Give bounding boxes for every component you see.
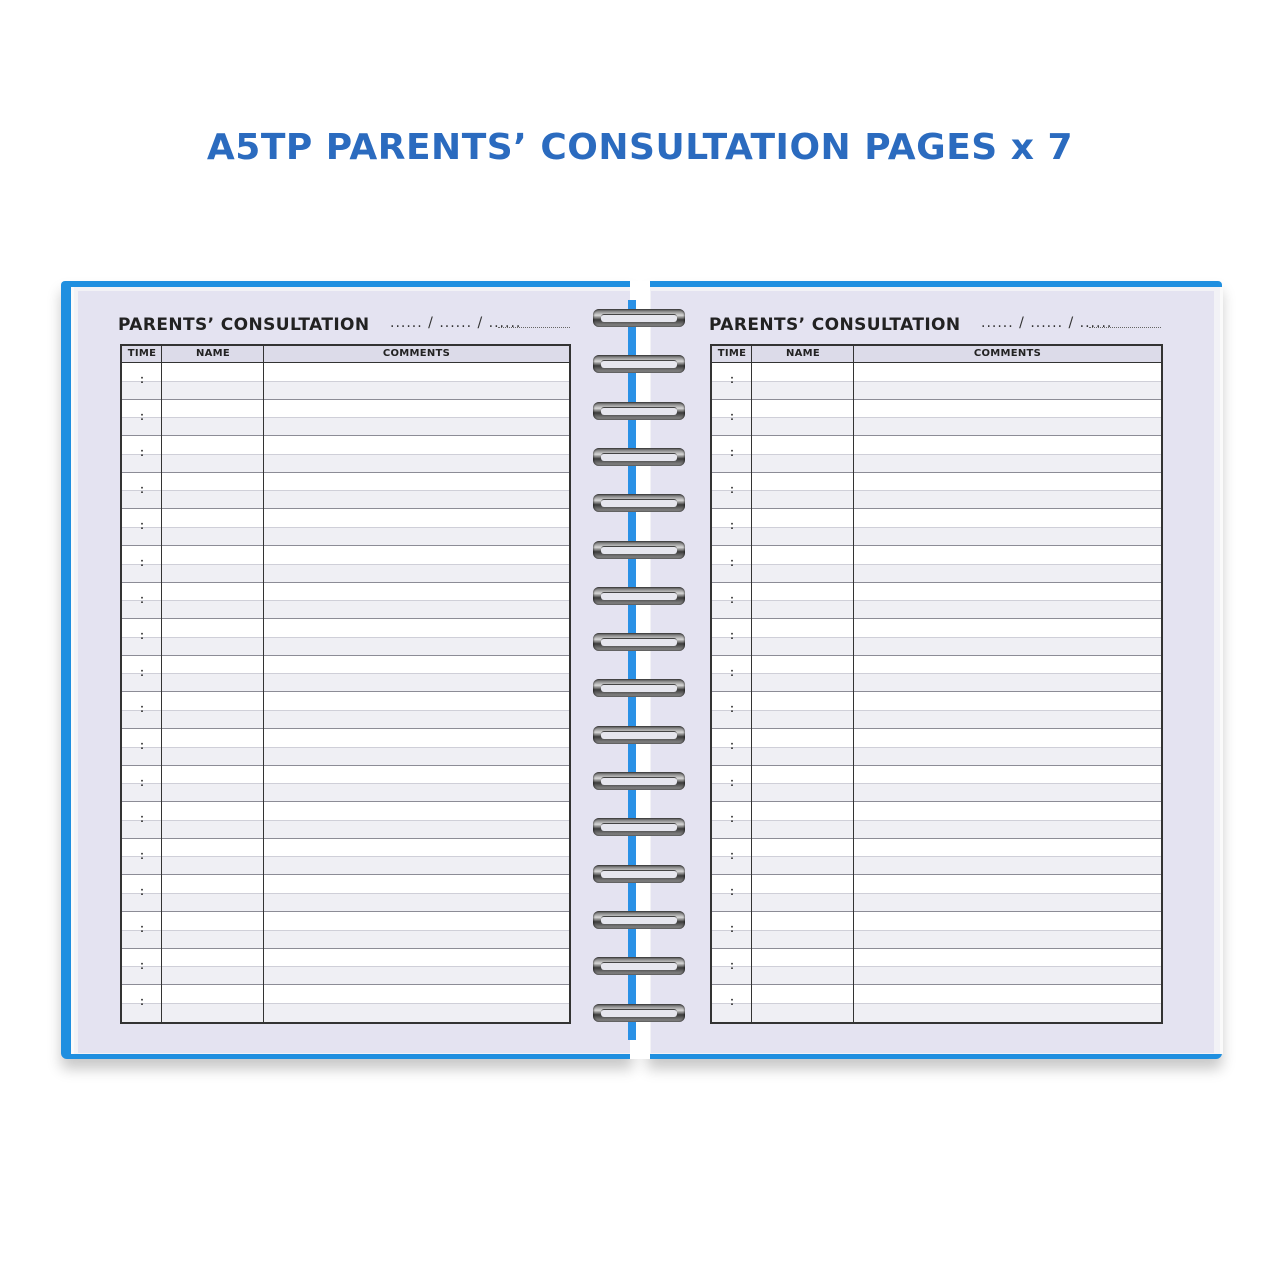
ring-opening <box>601 777 677 785</box>
time-colon: : <box>140 408 144 423</box>
time-colon: : <box>140 811 144 826</box>
time-colon: : <box>730 408 734 423</box>
spiral-ring <box>593 307 687 331</box>
right-page <box>651 291 1214 1053</box>
time-colon: : <box>730 957 734 972</box>
time-colon: : <box>140 445 144 460</box>
table-row <box>122 619 569 656</box>
time-colon: : <box>140 884 144 899</box>
time-colon: : <box>730 847 734 862</box>
time-colon: : <box>140 628 144 643</box>
time-colon: : <box>730 555 734 569</box>
time-colon: : <box>730 774 734 789</box>
table-row <box>712 766 1161 803</box>
dotted-line <box>1089 327 1161 328</box>
row-guide-line <box>712 856 1161 875</box>
row-guide-line <box>712 747 1161 766</box>
row-guide-line <box>122 1003 569 1022</box>
ring-opening <box>601 546 677 554</box>
time-colon: : <box>730 811 734 826</box>
table-row <box>712 729 1161 766</box>
row-guide-line <box>122 747 569 766</box>
ring-opening <box>601 1009 677 1017</box>
consultation-table <box>120 344 571 1024</box>
spiral-ring <box>593 631 687 655</box>
ring-opening <box>601 499 677 507</box>
row-guide-line <box>712 930 1161 949</box>
row-guide-line <box>712 893 1161 912</box>
page-title: PARENTS’ CONSULTATION <box>118 315 370 335</box>
row-guide-line <box>122 490 569 509</box>
row-guide-line <box>122 930 569 949</box>
row-guide-line <box>122 564 569 583</box>
row-guide-line <box>712 454 1161 473</box>
row-guide-line <box>122 454 569 473</box>
date-field: ...... / ...... / ...... <box>390 315 522 331</box>
row-guide-line <box>122 783 569 802</box>
ring-opening <box>601 962 677 970</box>
table-row <box>712 619 1161 656</box>
row-guide-line <box>122 600 569 619</box>
row-guide-line <box>122 710 569 729</box>
table-row <box>122 912 569 949</box>
spiral-ring <box>593 770 687 794</box>
time-colon: : <box>140 738 144 752</box>
column-header-comments: COMMENTS <box>973 348 1042 359</box>
time-colon: : <box>730 701 734 716</box>
row-guide-line <box>712 490 1161 509</box>
time-colon: : <box>730 445 734 460</box>
table-row <box>712 656 1161 693</box>
column-divider <box>853 346 854 1022</box>
row-guide-line <box>122 417 569 436</box>
time-colon: : <box>140 774 144 789</box>
row-guide-line <box>122 966 569 985</box>
spiral-ring <box>593 816 687 840</box>
time-colon: : <box>140 555 144 569</box>
time-colon: : <box>140 847 144 862</box>
column-header-name: NAME <box>785 348 821 359</box>
time-colon: : <box>730 628 734 643</box>
table-row <box>122 802 569 839</box>
consultation-table <box>710 344 1163 1024</box>
table-row <box>712 839 1161 876</box>
spiral-ring <box>593 400 687 424</box>
spiral-ring <box>593 1002 687 1026</box>
table-row <box>122 985 569 1022</box>
column-divider <box>751 346 752 1022</box>
page-title: PARENTS’ CONSULTATION <box>709 315 961 335</box>
table-row <box>122 839 569 876</box>
row-guide-line <box>712 527 1161 546</box>
table-row <box>122 436 569 473</box>
time-colon: : <box>140 591 144 606</box>
table-row <box>712 802 1161 839</box>
table-row <box>122 729 569 766</box>
table-row <box>122 473 569 510</box>
table-row <box>122 949 569 986</box>
spiral-ring <box>593 492 687 516</box>
row-guide-line <box>122 673 569 692</box>
ring-opening <box>601 638 677 646</box>
column-divider <box>161 346 162 1022</box>
time-colon: : <box>730 921 734 935</box>
spiral-ring <box>593 863 687 887</box>
row-guide-line <box>712 564 1161 583</box>
table-row <box>712 912 1161 949</box>
time-colon: : <box>140 994 144 1009</box>
time-colon: : <box>730 481 734 496</box>
row-guide-line <box>712 966 1161 985</box>
table-body <box>712 363 1161 1022</box>
column-divider <box>263 346 264 1022</box>
spiral-ring <box>593 585 687 609</box>
row-guide-line <box>712 637 1161 656</box>
ring-opening <box>601 731 677 739</box>
time-colon: : <box>730 372 734 386</box>
table-body <box>122 363 569 1022</box>
row-guide-line <box>712 820 1161 839</box>
column-header-time: TIME <box>127 348 157 359</box>
column-header-name: NAME <box>195 348 231 359</box>
ring-opening <box>601 453 677 461</box>
table-row <box>122 766 569 803</box>
table-row <box>712 509 1161 546</box>
table-header <box>122 346 569 363</box>
left-page <box>78 291 634 1053</box>
row-guide-line <box>122 637 569 656</box>
row-guide-line <box>122 820 569 839</box>
date-field: ...... / ...... / ...... <box>981 315 1113 331</box>
time-colon: : <box>140 701 144 716</box>
time-colon: : <box>730 994 734 1009</box>
spiral-ring <box>593 724 687 748</box>
table-row <box>122 656 569 693</box>
table-row <box>712 985 1161 1022</box>
table-row <box>712 949 1161 986</box>
ring-opening <box>601 823 677 831</box>
time-colon: : <box>140 957 144 972</box>
row-guide-line <box>712 783 1161 802</box>
table-row <box>122 875 569 912</box>
row-guide-line <box>122 527 569 546</box>
spiral-ring <box>593 539 687 563</box>
table-row <box>122 583 569 620</box>
table-row <box>122 509 569 546</box>
row-guide-line <box>712 673 1161 692</box>
dotted-line <box>498 327 570 328</box>
table-row <box>122 400 569 437</box>
column-header-comments: COMMENTS <box>382 348 451 359</box>
time-colon: : <box>730 664 734 679</box>
spiral-ring <box>593 955 687 979</box>
row-guide-line <box>122 856 569 875</box>
table-row <box>712 583 1161 620</box>
time-colon: : <box>730 518 734 533</box>
spiral-ring <box>593 677 687 701</box>
time-colon: : <box>140 372 144 386</box>
spiral-ring <box>593 446 687 470</box>
table-header <box>712 346 1161 363</box>
time-colon: : <box>140 518 144 533</box>
table-row <box>712 546 1161 583</box>
table-row <box>712 363 1161 400</box>
row-guide-line <box>712 1003 1161 1022</box>
ring-opening <box>601 916 677 924</box>
page-heading: A5TP PARENTS’ CONSULTATION PAGES x 7 <box>206 127 1074 168</box>
table-row <box>712 875 1161 912</box>
time-colon: : <box>140 664 144 679</box>
row-guide-line <box>712 381 1161 400</box>
table-row <box>122 692 569 729</box>
row-guide-line <box>122 381 569 400</box>
time-colon: : <box>730 884 734 899</box>
ring-opening <box>601 360 677 368</box>
spiral-ring <box>593 909 687 933</box>
time-colon: : <box>730 738 734 752</box>
column-header-time: TIME <box>717 348 747 359</box>
ring-opening <box>601 314 677 322</box>
row-guide-line <box>712 417 1161 436</box>
ring-opening <box>601 592 677 600</box>
table-row <box>712 436 1161 473</box>
ring-opening <box>601 870 677 878</box>
row-guide-line <box>122 893 569 912</box>
table-row <box>712 473 1161 510</box>
ring-opening <box>601 407 677 415</box>
table-row <box>712 692 1161 729</box>
row-guide-line <box>712 600 1161 619</box>
table-row <box>122 363 569 400</box>
table-row <box>122 546 569 583</box>
spiral-ring <box>593 353 687 377</box>
row-guide-line <box>712 710 1161 729</box>
ring-opening <box>601 684 677 692</box>
time-colon: : <box>730 591 734 606</box>
table-row <box>712 400 1161 437</box>
time-colon: : <box>140 481 144 496</box>
time-colon: : <box>140 921 144 935</box>
